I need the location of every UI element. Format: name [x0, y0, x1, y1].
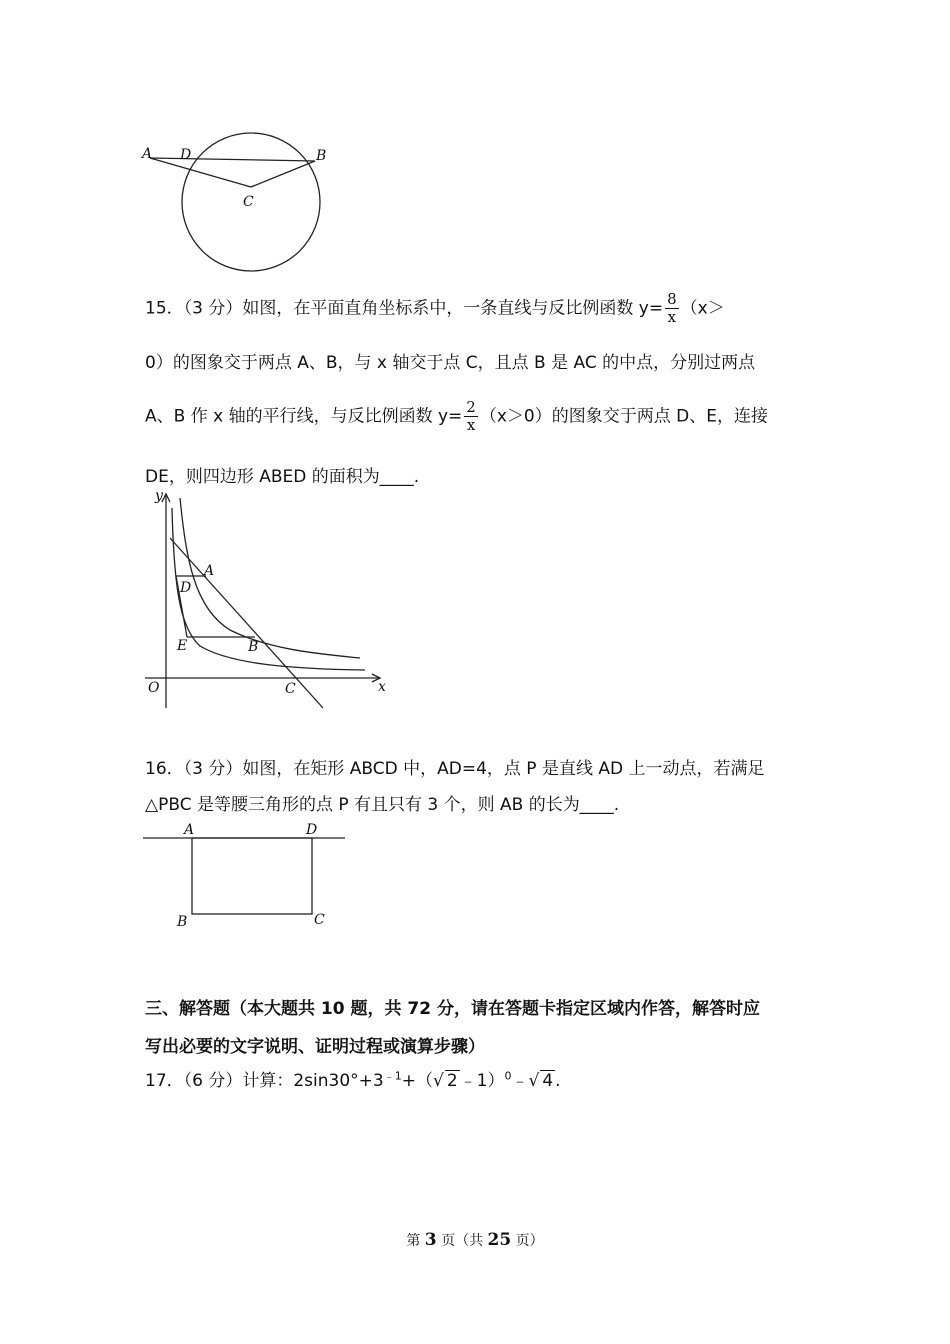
q17-mid2: ﹣1）	[459, 1071, 505, 1091]
rectangle-figure	[140, 820, 350, 932]
q17-prefix: 17．（6 分）计算：2sin30°+3	[145, 1071, 384, 1091]
footer-page-number: 3	[424, 1230, 437, 1250]
q17-sqrt-2: 2	[446, 1071, 458, 1091]
q17-exponent-0: 0	[504, 1069, 512, 1083]
q15-line2: 0）的图象交于两点 A、B，与 x 轴交于点 C，且点 B 是 AC 的中点，分别过两点	[145, 353, 756, 373]
q17-end: .	[555, 1071, 561, 1091]
fraction-numerator: 2	[466, 398, 476, 416]
q15-line3-prefix: A、B 作 x 轴的平行线，与反比例函数 y=	[145, 406, 463, 427]
label-A: A	[204, 563, 215, 579]
label-C: C	[243, 194, 254, 210]
label-C: C	[285, 681, 296, 697]
sqrt-sign-icon: √	[528, 1071, 540, 1091]
label-A: A	[142, 146, 153, 162]
q15-line3	[145, 400, 768, 433]
hyperbola-figure	[140, 488, 400, 720]
line-ABC	[170, 538, 323, 708]
rectangle-ABCD	[192, 838, 312, 914]
q17-mid1: +（	[401, 1071, 433, 1091]
label-A: A	[184, 822, 195, 838]
q15-line1-prefix: 15．（3 分）如图，在平面直角坐标系中，一条直线与反比例函数 y=	[145, 298, 664, 319]
label-D: D	[180, 580, 192, 596]
q16-line1: 16．（3 分）如图，在矩形 ABCD 中，AD=4，点 P 是直线 AD 上一动点，若满足	[145, 759, 765, 779]
q15-line1-suffix: （x＞	[680, 298, 725, 319]
curve-2-over-x	[172, 508, 365, 670]
label-B: B	[248, 639, 259, 655]
label-x: x	[378, 679, 386, 695]
q17-exponent-neg1: ﹣1	[383, 1069, 402, 1083]
q15-line3-suffix: （x＞0）的图象交于两点 D、E，连接	[479, 406, 768, 427]
q15-line1	[145, 292, 725, 325]
section3-heading-line1: 三、解答题（本大题共 10 题，共 72 分，请在答题卡指定区域内作答，解答时应	[145, 999, 760, 1019]
fraction-8-over-x	[665, 292, 679, 325]
label-B: B	[316, 148, 327, 164]
fraction-2-over-x	[464, 400, 478, 433]
q17-line	[145, 1066, 561, 1091]
label-C: C	[314, 912, 325, 928]
footer-total-pages: 25	[487, 1230, 512, 1250]
q17-mid3: ﹣	[511, 1071, 529, 1091]
label-O: O	[148, 680, 160, 696]
label-D: D	[180, 147, 192, 163]
circle-figure	[140, 120, 340, 285]
label-B: B	[177, 914, 188, 930]
q15-line4: DE，则四边形 ABED 的面积为____.	[145, 467, 420, 487]
fraction-denominator: x	[667, 308, 677, 326]
label-y: y	[155, 488, 163, 504]
page-footer	[0, 1230, 950, 1250]
q16-line2: △PBC 是等腰三角形的点 P 有且只有 3 个，则 AB 的长为____.	[145, 795, 620, 815]
footer-pre: 第	[406, 1233, 425, 1249]
sqrt-sign-icon: √	[432, 1071, 444, 1091]
label-E: E	[177, 638, 188, 654]
segment-AC	[150, 158, 251, 187]
label-D: D	[306, 822, 318, 838]
footer-post: 页）	[511, 1233, 544, 1249]
segment-BC	[251, 161, 315, 187]
q17-sqrt-4: 4	[542, 1071, 554, 1091]
fraction-numerator: 8	[667, 290, 677, 308]
fraction-denominator: x	[466, 416, 476, 434]
section3-heading-line2: 写出必要的文字说明、证明过程或演算步骤）	[145, 1037, 485, 1057]
segment-AB	[150, 158, 315, 161]
footer-mid: 页（共	[436, 1233, 488, 1249]
